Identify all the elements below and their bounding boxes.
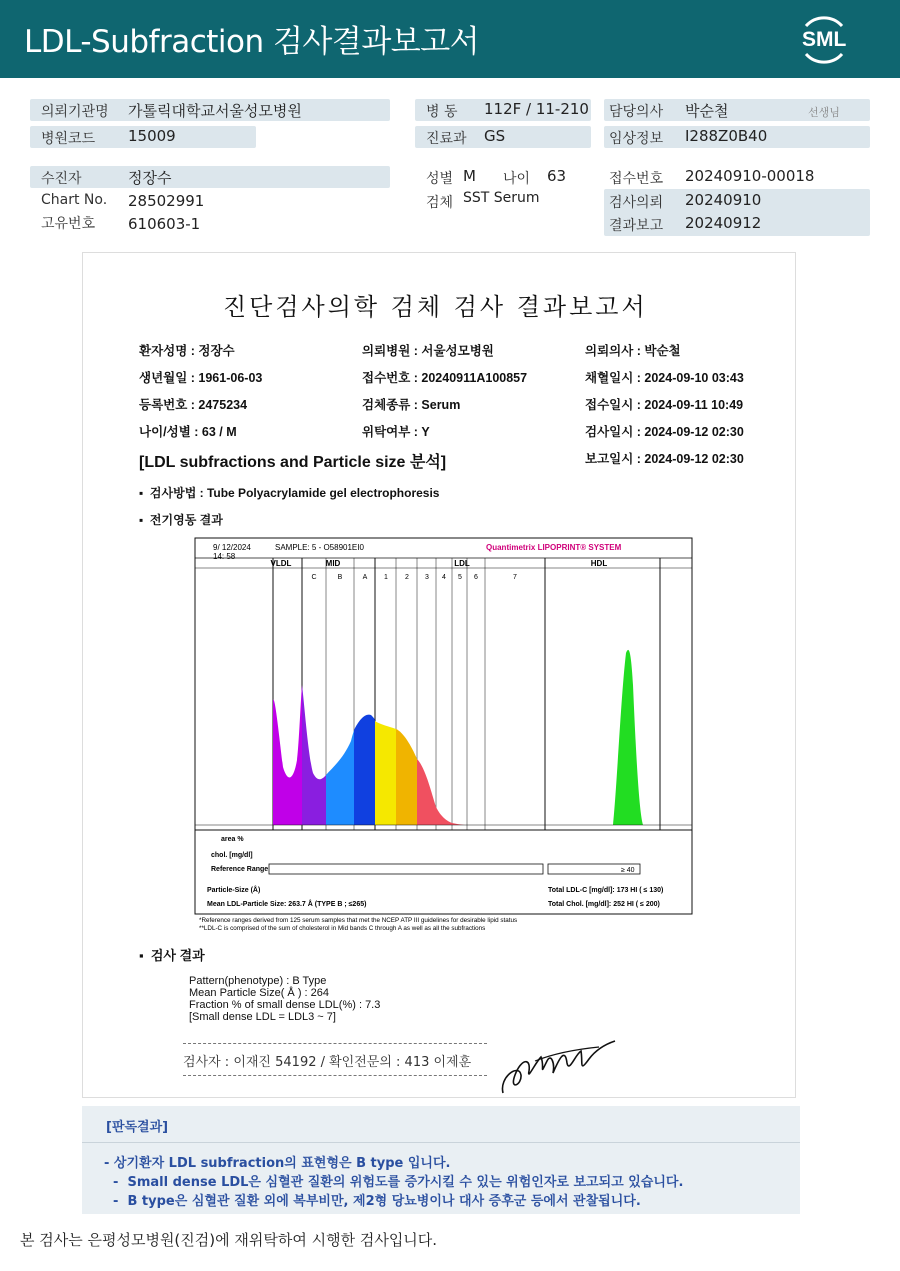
- ldl1-area: [375, 721, 396, 825]
- footer-note: 본 검사는 은평성모병원(진검)에 재위탁하여 시행한 검사입니다.: [20, 1231, 438, 1249]
- interpretation-line-1: - 상기환자 LDL subfraction의 표현형은 B type 입니다.: [104, 1156, 451, 1171]
- age-value: 63: [547, 167, 567, 185]
- chart-sample: SAMPLE: 5 - O58901EI0: [275, 543, 364, 552]
- receipt-value: 20240910-00018: [685, 167, 815, 185]
- group-label: LDL: [454, 559, 470, 568]
- interpretation-box: [82, 1106, 800, 1214]
- chol-label: chol. [mg/dl]: [211, 852, 253, 859]
- dept-value: GS: [484, 127, 506, 145]
- field-tested: 검사일시 : 2024-09-12 02:30: [585, 425, 744, 439]
- band-label: C: [311, 574, 317, 581]
- result-bullet: ▪ 검사 결과: [139, 948, 205, 963]
- result-2: Mean Particle Size( Å ) : 264: [189, 987, 330, 999]
- institution-value: 가톨릭대학교서울성모병원: [128, 102, 302, 120]
- unique-value: 610603-1: [128, 215, 201, 233]
- hospital-code-value: 15009: [128, 127, 176, 145]
- group-label: MID: [325, 559, 341, 568]
- hospital-code-label: 병원코드: [41, 131, 96, 147]
- receipt-label: 접수번호: [609, 171, 664, 187]
- request-value: 20240910: [685, 191, 762, 209]
- band-label: 4: [442, 574, 446, 581]
- dept-label: 진료과: [426, 131, 467, 147]
- band-label: 1: [384, 574, 388, 581]
- institution-label: 의뢰기관명: [41, 104, 109, 120]
- band-label: 5: [458, 574, 462, 581]
- sex-value: M: [463, 167, 476, 185]
- lab-report-document: [82, 252, 796, 1098]
- logo-text: SML: [802, 28, 847, 51]
- field-received: 접수일시 : 2024-09-11 10:49: [585, 398, 744, 412]
- field-agesex: 나이/성별 : 63 / M: [139, 425, 237, 439]
- electro-bullet: ▪ 전기영동 결과: [139, 513, 223, 527]
- group-label: HDL: [590, 559, 608, 568]
- field-outsource: 위탁여부 : Y: [362, 425, 430, 439]
- total-ldl: Total LDL-C [mg/dl]: 173 HI ( ≤ 130): [548, 887, 664, 894]
- specimen-value: SST Serum: [463, 190, 540, 206]
- chart-time: 14: 58: [213, 552, 236, 561]
- interpretation-line-3: - B type은 심혈관 질환 외에 복부비만, 제2형 당뇨병이나 대사 증후군 등에서 관찰됩니다.: [104, 1194, 641, 1209]
- sign-divider-bottom: [183, 1075, 487, 1076]
- doctor-value: 박순철: [685, 102, 729, 120]
- clinical-value: I288Z0B40: [685, 127, 768, 145]
- field-doctor: 의뢰의사 : 박순철: [585, 344, 681, 358]
- footnote-2: **LDL-C is comprised of the sum of cholesterol in Mid bands C through A as well as all the subfractions: [199, 925, 486, 932]
- method-bullet: ▪ 검사방법 : Tube Polyacrylamide gel electrophoresis: [139, 486, 440, 500]
- sign-divider-top: [183, 1043, 487, 1044]
- unique-label: 고유번호: [41, 216, 96, 232]
- result-4: [Small dense LDL = LDL3 ~ 7]: [189, 1011, 336, 1023]
- area-label: area %: [221, 836, 244, 843]
- specimen-label: 검체: [426, 195, 454, 211]
- chart-date: 9/ 12/2024: [213, 543, 251, 552]
- doctor-label: 담당의사: [609, 104, 664, 120]
- section-title: [LDL subfractions and Particle size 분석]: [139, 454, 447, 471]
- chart-value: 28502991: [128, 192, 205, 210]
- report-title: LDL-Subfraction 검사결과보고서: [24, 24, 480, 60]
- interpretation-line-2: - Small dense LDL은 심혈관 질환의 위험도를 증가시킬 수 있는 위험인자로 보고되고 있습니다.: [104, 1175, 684, 1190]
- signature-line: 검사자 : 이재진 54192 / 확인전문의 : 413 이제훈: [183, 1055, 472, 1070]
- result-1: Pattern(phenotype) : B Type: [189, 975, 327, 987]
- field-receipt: 접수번호 : 20240911A100857: [362, 371, 528, 385]
- doc-title: 진단검사의학 검체 검사 결과보고서: [223, 293, 648, 321]
- band-label: 2: [405, 574, 409, 581]
- band-label: 6: [474, 574, 478, 581]
- electro-text: 전기영동 결과: [149, 513, 223, 527]
- report-header: [0, 0, 900, 78]
- band-label: 7: [513, 574, 517, 581]
- group-label: VLDL: [270, 559, 292, 568]
- clinical-label: 임상정보: [609, 131, 664, 147]
- total-chol: Total Chol. [mg/dl]: 252 HI ( ≤ 200): [548, 901, 660, 908]
- interpretation-divider: [82, 1142, 800, 1143]
- footnote-1: *Reference ranges derived from 125 serum samples that met the NCEP ATP III guidelines for desirable lipid status: [199, 917, 518, 924]
- age-label: 나이: [503, 171, 531, 187]
- report-label: 결과보고: [609, 218, 664, 234]
- handwritten-signature: [495, 1033, 619, 1097]
- sex-label: 성별: [426, 171, 454, 187]
- field-dob: 생년월일 : 1961-06-03: [139, 371, 263, 385]
- report-value: 20240912: [685, 214, 762, 232]
- patient-label: 수진자: [41, 171, 82, 187]
- field-name: 환자성명 : 정장수: [139, 344, 235, 358]
- band-label: B: [337, 574, 343, 581]
- ward-value: 112F / 11-210: [484, 100, 589, 118]
- band-label: 3: [425, 574, 429, 581]
- field-collect: 채혈일시 : 2024-09-10 03:43: [585, 371, 744, 385]
- field-reported: 보고일시 : 2024-09-12 02:30: [585, 452, 744, 466]
- field-specimen: 검체종류 : Serum: [362, 398, 461, 412]
- ref-label: Reference Range: [211, 866, 269, 873]
- interpretation-head: [판독결과]: [106, 1120, 169, 1135]
- ward-label: 병 동: [426, 104, 458, 120]
- result-title: 검사 결과: [150, 948, 205, 963]
- mid-a-area: [354, 715, 375, 825]
- result-3: Fraction % of small dense LDL(%) : 7.3: [189, 999, 381, 1011]
- hdl-ref: ≥ 40: [621, 867, 635, 874]
- field-reg: 등록번호 : 2475234: [139, 398, 248, 412]
- patient-value: 정장수: [128, 169, 172, 187]
- mean-label: Mean LDL-Particle Size: 263.7 Å (TYPE B ; ≤265): [207, 901, 367, 908]
- method-text: 검사방법 : Tube Polyacrylamide gel electrophoresis: [149, 486, 440, 500]
- chart-label: Chart No.: [41, 192, 108, 208]
- electrophoresis-chart: [193, 535, 699, 935]
- chart-brand: Quantimetrix LIPOPRINT® SYSTEM: [486, 543, 622, 552]
- request-label: 검사의뢰: [609, 195, 664, 211]
- band-label: A: [362, 574, 368, 581]
- doctor-suffix: 선생님: [808, 106, 840, 119]
- particle-label: Particle-Size (Å): [207, 887, 261, 894]
- field-hospital: 의뢰병원 : 서울성모병원: [362, 344, 494, 358]
